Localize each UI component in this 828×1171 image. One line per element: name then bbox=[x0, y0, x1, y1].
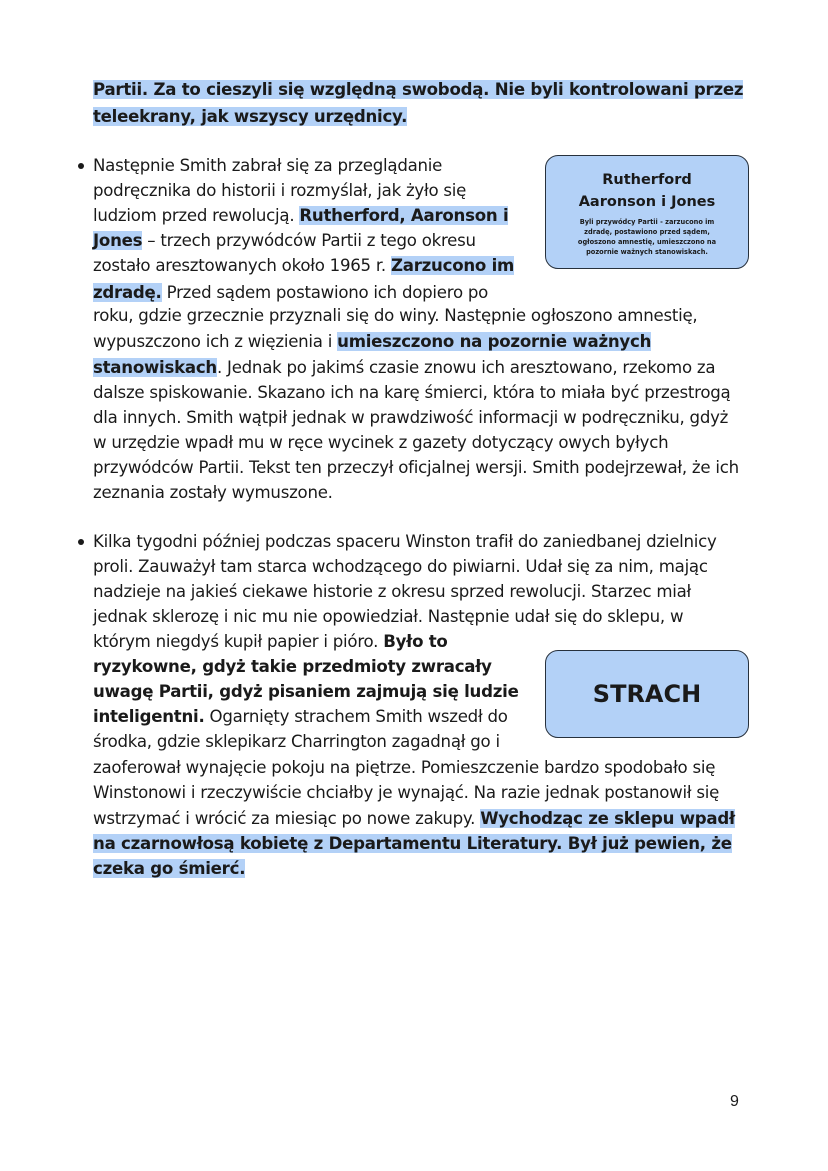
bold-text: inteligentni. bbox=[93, 707, 205, 726]
paragraph-line: Jones – trzech przywódców Partii z tego okresu bbox=[93, 231, 476, 250]
paragraph-line: dalsze spiskowanie. Skazano ich na karę śmierci, która to miała być przestrogą bbox=[93, 383, 731, 402]
paragraph-line: środka, gdzie sklepikarz Charrington zagadnął go i bbox=[93, 732, 500, 751]
paragraph-line: roku, gdzie grzecznie przyznali się do winy. Następnie ogłoszono amnestię, bbox=[93, 306, 698, 325]
paragraph-line: jednak sklerozę i nic mu nie opowiedział. Następnie udał się do sklepu, w bbox=[93, 607, 684, 626]
paragraph-line: w urzędzie wpadł mu w ręce wycinek z gazety dotyczący owych byłych bbox=[93, 433, 669, 452]
paragraph-line: uwagę Partii, gdyż pisaniem zajmują się ludzie bbox=[93, 682, 519, 701]
paragraph-line: zeznania zostały wymuszone. bbox=[93, 483, 333, 502]
bullet-marker bbox=[78, 163, 84, 169]
paragraph-line: dla innych. Smith wątpił jednak w prawdziwość informacji w podręczniku, gdyż bbox=[93, 408, 729, 427]
paragraph-line: wypuszczono ich z więzienia i umieszczono na pozornie ważnych bbox=[93, 332, 652, 351]
callout-body: Byli przywódcy Partii - zarzucono im zdradę, postawiono przed sądem, ogłoszono amnestię, umieszczono na pozornie ważnych stanowiskach. bbox=[577, 218, 717, 256]
highlight: Wychodząc ze sklepu wpadł bbox=[480, 809, 735, 828]
paragraph-line: którym niegdyś kupił papier i pióro. Było to bbox=[93, 632, 448, 651]
paragraph-line: inteligentni. Ogarnięty strachem Smith wszedł do bbox=[93, 707, 508, 726]
highlight: Rutherford, Aaronson i bbox=[299, 206, 509, 225]
highlight: Jones bbox=[93, 231, 143, 250]
paragraph-line: Winstonowi i rzeczywiście chciałby je wynająć. Na razie jednak postanowił się bbox=[93, 783, 720, 802]
highlight: stanowiskach bbox=[93, 358, 217, 377]
paragraph-line: Następnie Smith zabrał się za przeglądanie bbox=[93, 156, 443, 175]
page-number: 9 bbox=[730, 1093, 739, 1110]
paragraph-line: przywódców Partii. Tekst ten przeczył oficjalnej wersji. Smith podejrzewał, że ich bbox=[93, 458, 739, 477]
paragraph-line: proli. Zauważył tam starca wchodzącego do piwiarni. Udał się za nim, mając bbox=[93, 557, 708, 576]
paragraph-line: na czarnowłosą kobietę z Departamentu Literatury. Był już pewien, że bbox=[93, 834, 732, 853]
paragraph-line: ryzykowne, gdyż takie przedmioty zwracały bbox=[93, 657, 492, 676]
highlight: Zarzucono im bbox=[390, 256, 515, 275]
paragraph-line: zaoferował wynajęcie pokoju na piętrze. Pomieszczenie bardzo spodobało się bbox=[93, 758, 716, 777]
paragraph-line: zdradę. Przed sądem postawiono ich dopiero po bbox=[93, 283, 489, 302]
highlight: zdradę. bbox=[93, 283, 162, 302]
paragraph-line: podręcznika do historii i rozmyślał, jak żyło się bbox=[93, 181, 467, 200]
intro-line: teleekrany, jak wszyscy urzędnicy. bbox=[93, 107, 408, 126]
callout-rutherford-aaronson-jones bbox=[545, 155, 749, 269]
callout-label: STRACH bbox=[592, 680, 702, 708]
callout-strach bbox=[545, 650, 749, 738]
callout-title: Rutherford bbox=[602, 172, 692, 188]
paragraph-line: Kilka tygodni później podczas spaceru Winston trafił do zaniedbanej dzielnicy bbox=[93, 532, 717, 551]
paragraph-line: czeka go śmierć. bbox=[93, 859, 246, 878]
callout-title: Aaronson i Jones bbox=[578, 194, 716, 210]
highlight: umieszczono na pozornie ważnych bbox=[337, 332, 652, 351]
paragraph-line: ludziom przed rewolucją. Rutherford, Aaronson i bbox=[93, 206, 509, 225]
paragraph-line: stanowiskach. Jednak po jakimś czasie znowu ich aresztowano, rzekomo za bbox=[93, 358, 716, 377]
paragraph-line: wstrzymać i wrócić za miesiąc po nowe zakupy. Wychodząc ze sklepu wpadł bbox=[93, 809, 735, 828]
paragraph-line: nadzieje na jakieś ciekawe historie z okresu sprzed rewolucji. Starzec miał bbox=[93, 582, 692, 601]
paragraph-line: zostało aresztowanych około 1965 r. Zarzucono im bbox=[93, 256, 515, 275]
bullet-marker bbox=[78, 539, 84, 545]
bold-text: Było to bbox=[383, 632, 448, 651]
intro-line: Partii. Za to cieszyli się względną swobodą. Nie byli kontrolowani przez bbox=[93, 80, 744, 99]
